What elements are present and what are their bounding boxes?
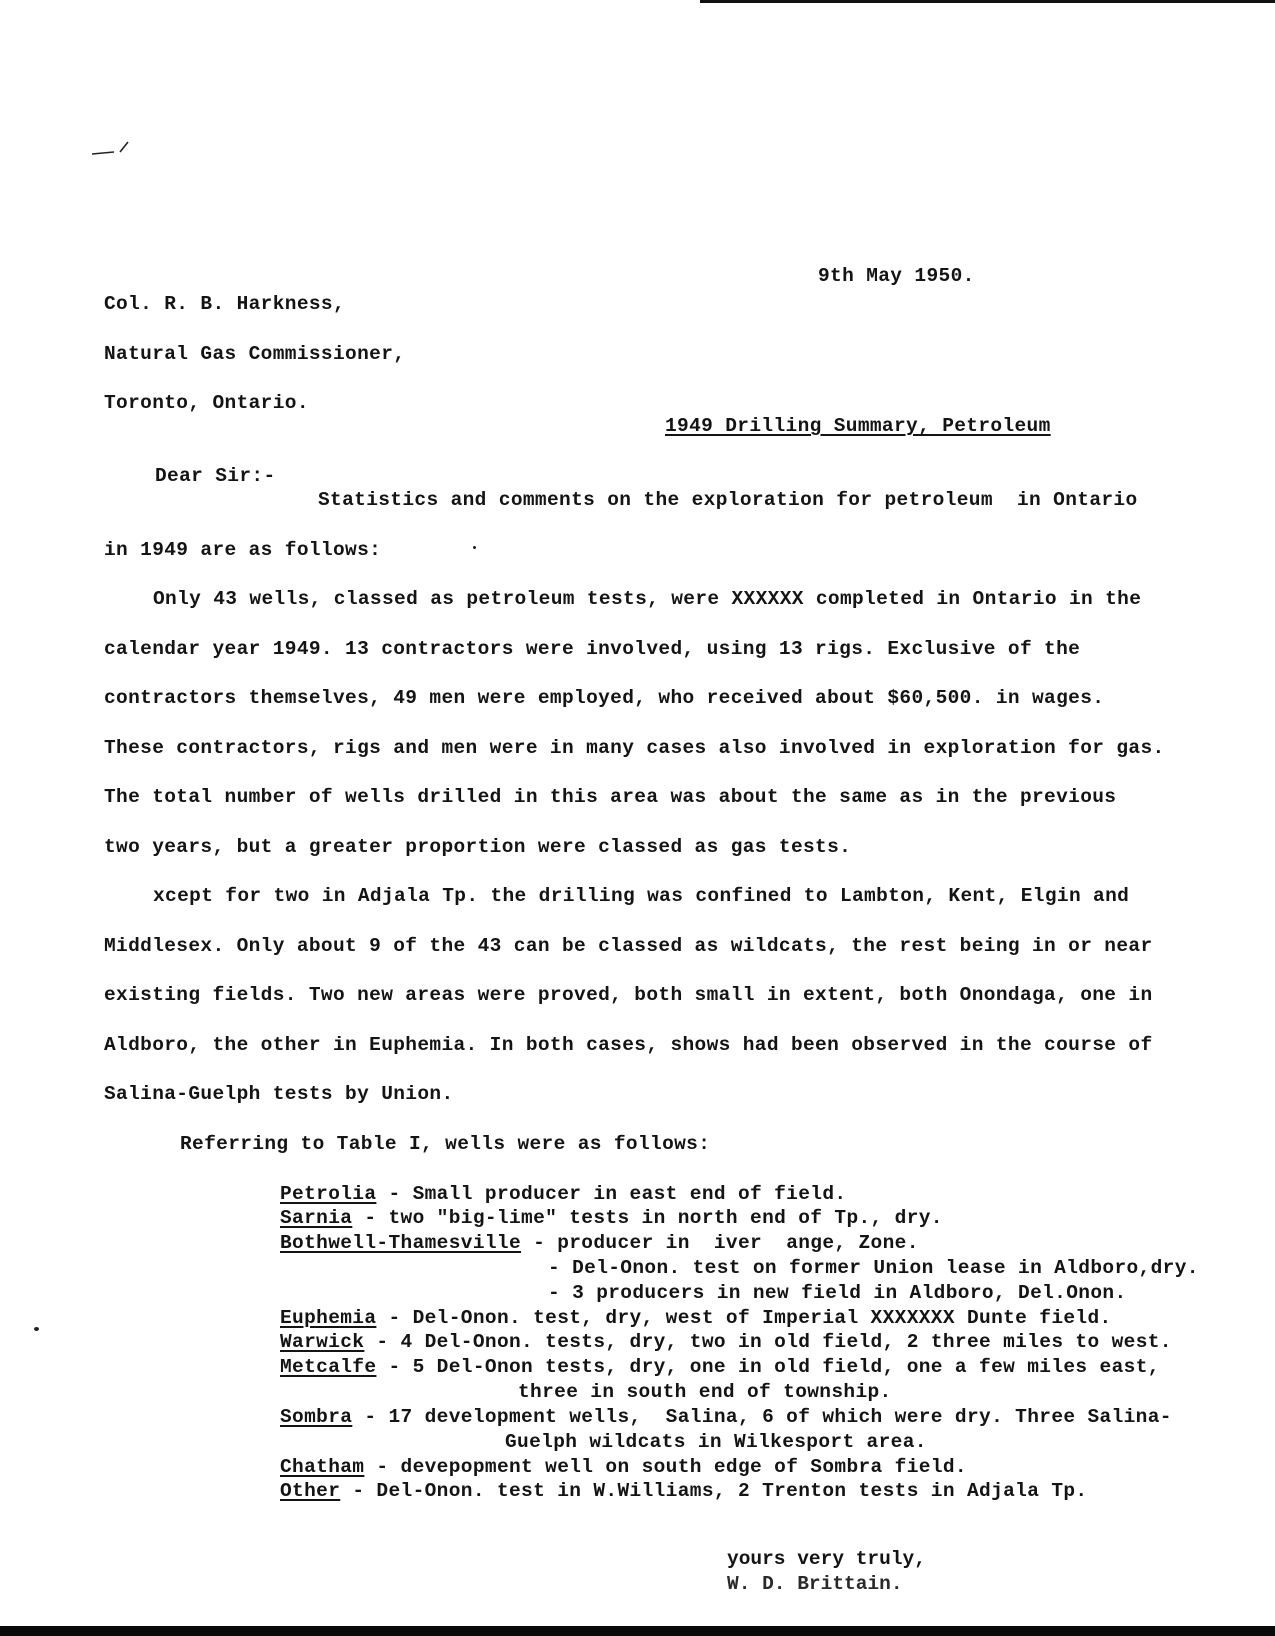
paragraph-line: These contractors, rigs and men were in many cases also involved in exploration for gas.: [104, 737, 1165, 759]
paragraph-line: in 1949 are as follows:: [104, 539, 382, 561]
paragraph-line: existing fields. Two new areas were proved, both small in extent, both Onondaga, one in: [104, 984, 1153, 1006]
field-entry: [280, 1231, 919, 1255]
field-name: Warwick: [280, 1331, 365, 1353]
field-entry: [280, 1306, 1112, 1330]
field-name: Sarnia: [280, 1207, 353, 1229]
field-name: Sombra: [280, 1406, 353, 1428]
pencil-mark-icon: [92, 140, 132, 158]
field-detail: - Small producer in east end of field.: [376, 1183, 847, 1205]
field-detail: - Del-Onon. test, dry, west of Imperial XXXXXXX Dunte field.: [376, 1307, 1112, 1329]
scan-edge-top: [700, 0, 1275, 3]
salutation: Dear Sir:-: [155, 465, 276, 487]
field-entry: [280, 1182, 846, 1206]
stray-dot: [34, 1327, 39, 1331]
paragraph-line: two years, but a greater proportion were classed as gas tests.: [104, 836, 852, 858]
field-name: Other: [280, 1480, 341, 1502]
field-entry: [280, 1330, 1172, 1354]
closing: yours very truly,: [727, 1548, 926, 1570]
field-name: Euphemia: [280, 1307, 377, 1329]
field-entry: [280, 1455, 967, 1479]
field-entry: [280, 1405, 1172, 1429]
subject-line: 1949 Drilling Summary, Petroleum: [665, 415, 1051, 437]
stray-dot: [473, 546, 476, 549]
field-detail: - 4 Del-Onon. tests, dry, two in old field, 2 three miles to west.: [364, 1331, 1172, 1353]
field-name: Bothwell-Thamesville: [280, 1232, 522, 1254]
paragraph-line: Middlesex. Only about 9 of the 43 can be classed as wildcats, the rest being in or near: [104, 935, 1153, 957]
addressee-title: Natural Gas Commissioner,: [104, 343, 406, 365]
field-detail: - 17 development wells, Salina, 6 of which were dry. Three Salina-: [352, 1406, 1172, 1428]
field-detail: - devepopment well on south edge of Sombra field.: [364, 1456, 967, 1478]
field-detail: - producer in iver ange, Zone.: [521, 1232, 919, 1254]
field-detail: - two "big-lime" tests in north end of Tp., dry.: [352, 1207, 943, 1229]
field-entry: [280, 1355, 1160, 1379]
field-detail: - Del-Onon. test in W.Williams, 2 Trenton tests in Adjala Tp.: [340, 1480, 1088, 1502]
paragraph-line: calendar year 1949. 13 contractors were involved, using 13 rigs. Exclusive of the: [104, 638, 1081, 660]
field-detail-continued: - 3 producers in new field in Aldboro, Del.Onon.: [548, 1282, 1127, 1304]
field-detail-continued: three in south end of township.: [518, 1381, 892, 1403]
paragraph-line: contractors themselves, 49 men were employed, who received about $60,500. in wages.: [104, 687, 1105, 709]
paragraph-line: xcept for two in Adjala Tp. the drilling was confined to Lambton, Kent, Elgin and: [153, 885, 1130, 907]
paragraph-line: Aldboro, the other in Euphemia. In both cases, shows had been observed in the course of: [104, 1034, 1153, 1056]
paragraph-line: Only 43 wells, classed as petroleum tests, were XXXXXX completed in Ontario in the: [153, 588, 1142, 610]
addressee-location: Toronto, Ontario.: [104, 392, 309, 414]
paragraph-line: Salina-Guelph tests by Union.: [104, 1083, 454, 1105]
field-name: Petrolia: [280, 1183, 377, 1205]
signature: W. D. Brittain.: [727, 1573, 903, 1595]
paragraph-line: Referring to Table I, wells were as follows:: [180, 1133, 711, 1155]
letter-date: 9th May 1950.: [818, 265, 975, 287]
addressee-name: Col. R. B. Harkness,: [104, 293, 346, 315]
scan-edge-bottom: [0, 1626, 1275, 1636]
field-name: Chatham: [280, 1456, 365, 1478]
field-entry: [280, 1479, 1087, 1503]
paragraph-line: The total number of wells drilled in this area was about the same as in the previous: [104, 786, 1117, 808]
field-detail-continued: Guelph wildcats in Wilkesport area.: [505, 1431, 927, 1453]
field-entry: [280, 1206, 943, 1230]
field-detail-continued: - Del-Onon. test on former Union lease in Aldboro,dry.: [548, 1257, 1199, 1279]
field-detail: - 5 Del-Onon tests, dry, one in old field, one a few miles east,: [376, 1356, 1160, 1378]
paragraph-line: Statistics and comments on the exploration for petroleum in Ontario: [318, 489, 1138, 511]
field-name: Metcalfe: [280, 1356, 377, 1378]
